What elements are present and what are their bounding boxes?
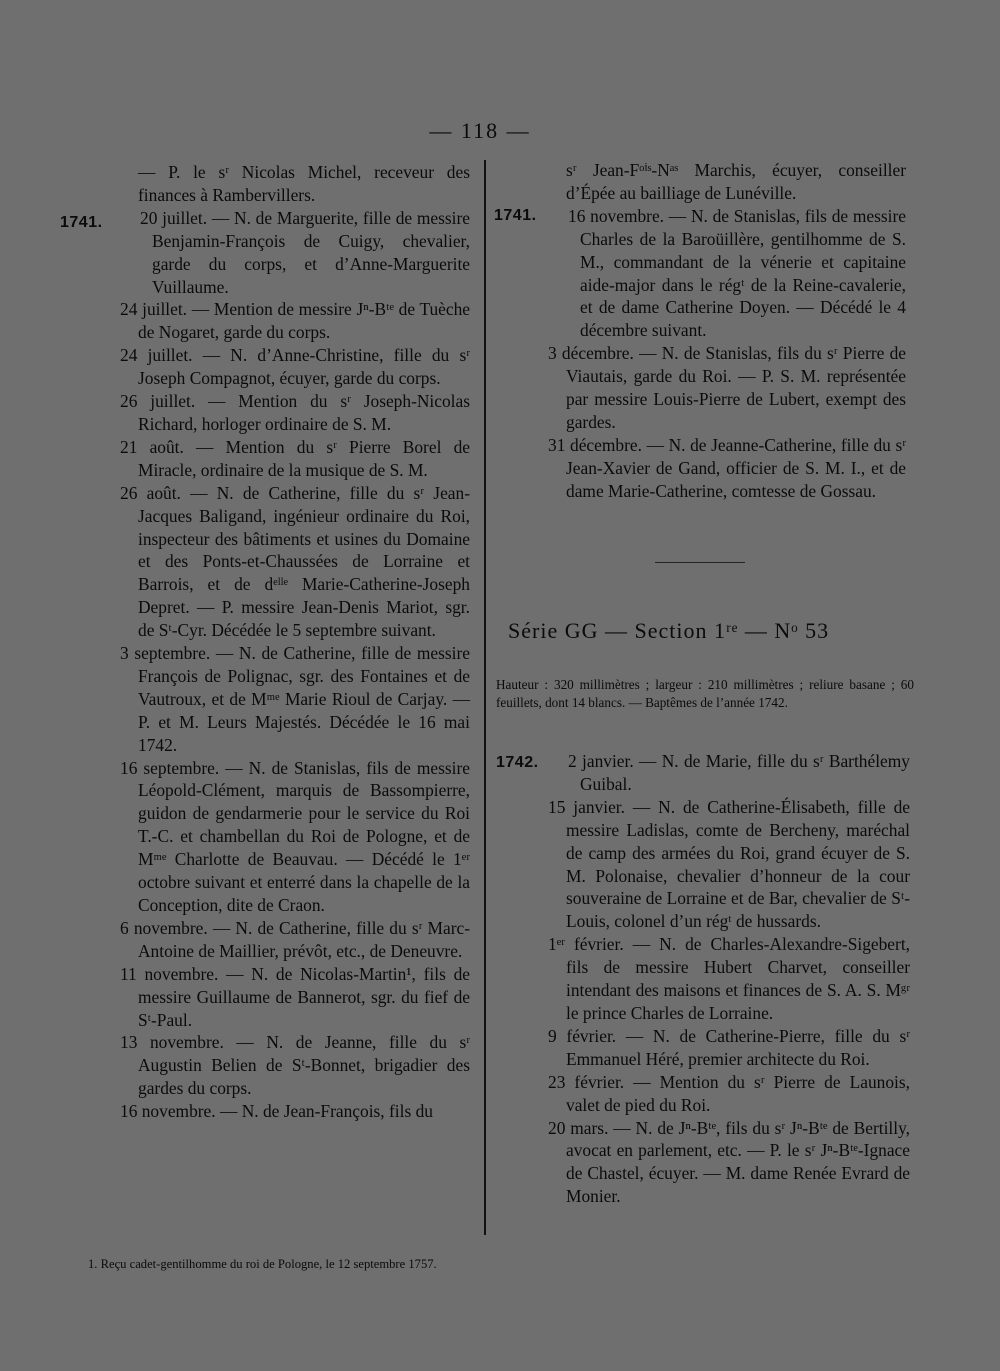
- right-column: [548, 159, 906, 503]
- register-entry: 13 novembre. — N. de Jeanne, fille du sʳ Augustin Belien de Sᵗ-Bonnet, brigadier des gardes du corps.: [120, 1032, 470, 1099]
- register-entry: 20 mars. — N. de Jⁿ-Bᵗᵉ, fils du sʳ Jⁿ-Bᵗᵉ de Bertilly, avocat en parlement, etc. — P. le sʳ Jⁿ-Bᵗᵉ-Ignace de Chastel, écuyer. — M. dame Renée Evrard de Monier.: [548, 1117, 910, 1207]
- year-label-left-1741: 1741.: [60, 214, 103, 231]
- year-label-right-1742: 1742.: [496, 754, 539, 771]
- register-entry: 9 février. — N. de Catherine-Pierre, fille du sʳ Emmanuel Héré, premier architecte du Roi.: [548, 1025, 910, 1069]
- register-entry: 23 février. — Mention du sʳ Pierre de Launois, valet de pied du Roi.: [548, 1071, 910, 1115]
- register-entry: 2 janvier. — N. de Marie, fille du sʳ Barthélemy Guibal.: [568, 751, 910, 794]
- register-entry: 16 novembre. — N. de Stanislas, fils de messire Charles de la Baroüillère, gentilhomme de S. M., commandant de la vénerie et capitaine aide-major dans le régᵗ de la Reine-cavalerie, et de dame Catherine Doyen. — Décédé le 4 décembre suivant.: [568, 205, 906, 341]
- register-entry: 6 novembre. — N. de Catherine, fille du sʳ Marc-Antoine de Maillier, prévôt, etc., de Deneuvre.: [120, 917, 470, 961]
- register-entry: 24 juillet. — Mention de messire Jⁿ-Bᵗᵉ de Tuèche de Nogaret, garde du corps.: [120, 299, 470, 343]
- register-entry: 26 août. — N. de Catherine, fille du sʳ Jean-Jacques Baligand, ingénieur ordinaire du Roi, inspecteur des bâtiments et usines du Domaine et des Ponts-et-Chaussées de Lorraine et Barrois, et de dᵉˡˡᵉ Marie-Catherine-Joseph Depret. — P. messire Jean-Denis Mariot, sgr. de Sᵗ-Cyr. Décédée le 5 septembre suivant.: [120, 482, 470, 641]
- register-entry: 1ᵉʳ février. — N. de Charles-Alexandre-Sigebert, fils de messire Hubert Charvet, conseiller intendant des maisons et finances de S. A. S. Mᵍʳ le prince Charles de Lorraine.: [548, 934, 910, 1023]
- register-entry: 3 décembre. — N. de Stanislas, fils du sʳ Pierre de Viautais, garde du Roi. — P. S. M. représentée par messire Louis-Pierre de Lubert, exempt des gardes.: [548, 343, 906, 432]
- year-label-right-1741: 1741.: [494, 207, 537, 224]
- register-entry: 24 juillet. — N. d’Anne-Christine, fille du sʳ Joseph Compagnot, écuyer, garde du corps.: [120, 345, 470, 389]
- section-divider: [655, 562, 745, 563]
- register-entry: 15 janvier. — N. de Catherine-Élisabeth, fille de messire Ladislas, comte de Bercheny, maréchal de camp des armées du Roi, grand écuyer de S. M. Polonaise, chevalier d’honneur de la cour souveraine de Lorraine et de Bar, chevalier de Sᵗ-Louis, colonel d’un régᵗ de hussards.: [548, 796, 910, 932]
- register-entry: 16 septembre. — N. de Stanislas, fils de messire Léopold-Clément, marquis de Bassompierre, guidon de gendarmerie pour le service du Roi T.-C. et chambellan du Roi de Pologne, et de Mᵐᵉ Charlotte de Beauvau. — Décédé le 1ᵉʳ octobre suivant et enterré dans la chapelle de la Conception, dite de Craon.: [120, 757, 470, 915]
- register-entry: 21 août. — Mention du sʳ Pierre Borel de Miracle, ordinaire de la musique de S. M.: [120, 436, 470, 480]
- register-entry: — P. le sʳ Nicolas Michel, receveur des finances à Rambervillers.: [138, 162, 470, 205]
- register-entry: 20 juillet. — N. de Marguerite, fille de messire Benjamin-François de Cuigy, chevalier, garde du corps, et d’Anne-Marguerite Vuillaume.: [140, 207, 470, 297]
- register-entry: sʳ Jean-Fᵒⁱˢ-Nᵃˢ Marchis, écuyer, conseiller d’Épée au bailliage de Lunéville.: [566, 160, 906, 203]
- left-column: [120, 161, 470, 1123]
- series-title: Série GG — Section 1ʳᵉ — Nᵒ 53: [508, 618, 830, 643]
- register-entry: 31 décembre. — N. de Jeanne-Catherine, fille du sʳ Jean-Xavier de Gand, officier de S. M. I., et de dame Marie-Catherine, comtesse de Gossau.: [548, 434, 906, 501]
- register-entry: 26 juillet. — Mention du sʳ Joseph-Nicolas Richard, horloger ordinaire de S. M.: [120, 391, 470, 434]
- register-entry: 16 novembre. — N. de Jean-François, fils du: [120, 1101, 433, 1122]
- page-number: — 118 —: [429, 118, 531, 143]
- register-description: Hauteur : 320 millimètres ; largeur : 210 millimètres ; reliure basane ; 60 feuillets, dont 14 blancs. — Baptêmes de l’année 1742.: [496, 677, 914, 710]
- register-entry: 3 septembre. — N. de Catherine, fille de messire François de Polignac, sgr. des Fontaines et de Vautroux, et de Mᵐᵉ Marie Rioul de Carjay. — P. et M. Leurs Majestés. Décédée le 16 mai 1742.: [120, 643, 470, 755]
- column-rule: [484, 160, 486, 1235]
- right-column-1742: [548, 750, 910, 1208]
- register-entry: 11 novembre. — N. de Nicolas-Martin¹, fils de messire Guillaume de Bannerot, sgr. du fief de Sᵗ-Paul.: [120, 963, 470, 1030]
- footnote: 1. Reçu cadet-gentilhomme du roi de Pologne, le 12 septembre 1757.: [88, 1257, 437, 1271]
